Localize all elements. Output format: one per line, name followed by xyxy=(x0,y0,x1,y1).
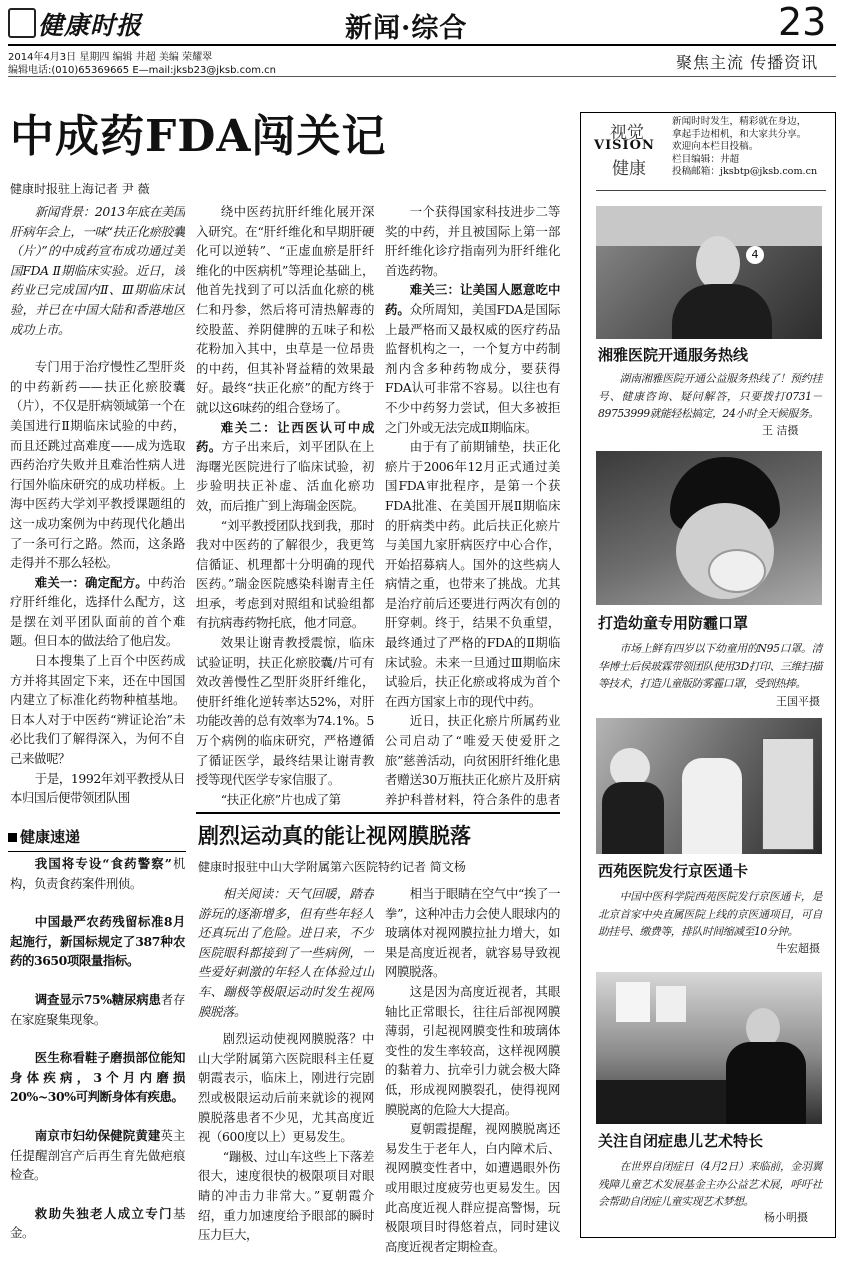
main-col-3-paragraph: 由于有了前期铺垫，扶正化瘀片于2006年12月正式通过美国FDA审批程序，是第一个获FDA批准、在美国开展Ⅱ期临床的肝病类中药。此后扶正化瘀片与美国九家肝病医疗中心合作，开始招募病人。国外的这些病人病情之重，也带来了挑战。尤其是治疗前后还要进行两次有创的肝穿刺。终于，结果不负重望，最终通过了严格的FDA的Ⅱ期临床试验。未来一旦通过Ⅲ期临床试验后，扶正化瘀或将成为首个在西方国家上市的现代中药。 xyxy=(385,439,560,709)
main-col-2-paragraph: 难关二：让西医认可中成药。方子出来后，刘平团队在上海曙光医院进行了临床试验，初步验明扶正补虚、活血化瘀功效，而后推广到上海瑞金医院。 xyxy=(196,419,374,513)
logo-mark-icon xyxy=(8,8,36,38)
story-4-title: 关注自闭症患儿艺术特长 xyxy=(598,1132,764,1150)
section-name: 新闻·综合 xyxy=(345,13,468,44)
main-col-2-lead: 难关二：让西医认可中成药。 xyxy=(196,419,374,455)
main-col-1-paragraph: 难关一：确定配方。中药治疗肝纤维化，选择什么配方，这是摆在刘平团队面前的首个难题。但日本的做法给了他启发。 xyxy=(10,574,185,649)
brief-item: 调查显示75%糖尿病患者存在家庭聚集现象。 xyxy=(10,991,185,1027)
main-col-3-paragraph: 难关三：让美国人愿意吃中药。众所周知，美国FDA是国际上最严格而又最权威的医疗药品监督机构之一，一个复方中药制剂内含多种药物成分，要获得FDA认可非常不容易。以往也有不少中药努力尝试，但大多被拒之门外或无法完成Ⅱ期临床。 xyxy=(385,282,560,435)
sidebar-intro xyxy=(672,116,832,179)
main-col-2-paragraph: “刘平教授团队找到我，那时我对中医药的了解很少，我更笃信循证、机理都十分明确的现代医药。”瑞金医院感染科谢青主任坦承，考虑到对照组和试验组都有抗病毒药物托底，他才同意。 xyxy=(196,517,374,631)
main-intro: 新闻背景：2013年底在美国肝病年会上，一味“扶正化瘀胶囊（片）”的中成药宣布成功通过美国FDA Ⅱ期临床实验。近日，该药业已完成国内Ⅱ、Ⅲ期临床试验，并已在中国大陆和香港地区成功上市。 xyxy=(10,204,185,337)
brief-item-lead: 救助失独老人成立专门 xyxy=(34,1205,173,1221)
main-col-1 xyxy=(10,202,185,808)
logo-text: 健康时报 xyxy=(38,11,143,40)
page-number: 23 xyxy=(778,0,827,44)
second-col-1-body xyxy=(198,1029,374,1245)
brief-item xyxy=(10,1262,185,1264)
sidebar-intro-line: 欢迎向本栏目投稿。 xyxy=(672,141,759,153)
story-3-title: 西苑医院发行京医通卡 xyxy=(598,862,749,880)
second-col-2-body xyxy=(385,884,560,1256)
second-col-2-paragraph: 相当于眼睛在空气中“挨了一拳”，这种冲击力会使人眼球内的玻璃体对视网膜拉扯力增大，如果是高度近视者，就容易导致视网膜脱落。 xyxy=(385,886,560,980)
second-headline: 剧烈运动真的能让视网膜脱落 xyxy=(198,823,471,848)
brief-item-lead: 调查显示75%糖尿病患 xyxy=(34,991,161,1007)
main-col-1-lead: 难关一：确定配方。 xyxy=(34,574,148,590)
masthead-bottom-rule xyxy=(8,76,836,77)
main-col-2-paragraph: 效果让谢青教授震惊，临床试验证明，扶正化瘀胶囊/片可有效改善慢性乙型肝炎肝纤维化，使肝纤维化逆转率达52%，对肝功能改善的总有效率为74.1%。5万个病例的临床研究，严格遵循了循证医学，最终结果让谢青教授等现代医学专家信服了。 xyxy=(196,635,374,788)
main-col-3 xyxy=(385,202,560,808)
sidebar-intro-rule xyxy=(596,190,826,191)
brief-item: 南京市妇幼保健院黄建英主任提醒剖宫产后再生育先做疤痕检查。 xyxy=(10,1127,185,1183)
second-intro: 相关阅读：天气回暖，踏春游玩的逐渐增多，但有些年轻人还真玩出了危险。进日来，不少医院眼科都接到了一些病例，一些爱好刺激的年轻人在体验过山车、蹦极等极限运动时发生视网膜脱落。 xyxy=(198,886,374,1019)
photo-child-mask xyxy=(596,451,822,605)
main-col-3-paragraph: 一个获得国家科技进步二等奖的中药，并且被国际上第一部肝纤维化诊疗指南列为肝纤维化首选药物。 xyxy=(385,204,560,278)
story-3-text: 中国中医科学院西苑医院发行京医通卡，是北京首家中央直属医院上线的京医通项目，可自助挂号、缴费等，排队时间缩减至10分钟。 xyxy=(598,890,822,939)
second-col-1-paragraph: 剧烈运动使视网膜脱落？中山大学附属第六医院眼科主任夏朝霞表示，临床上，刚进行完剧烈或极限运动后前来就诊的视网膜脱落患者不少见，尤其高度近视（600度以上）更易发生。 xyxy=(198,1031,374,1145)
main-col-1-paragraph: 日本搜集了上百个中医药成方并将其固定下来，还在中国国内建立了标准化药物种植基地。日本人对于中医药“辨证论治”未必比我们了解得深入，为何不自己来做呢？ xyxy=(10,653,185,767)
main-col-3-lead: 难关三：让美国人愿意吃中药。 xyxy=(385,282,560,317)
second-col-2 xyxy=(385,884,560,1274)
second-col-2-paragraph: 这是因为高度近视者，其眼轴比正常眼长，往往后部视网膜薄弱，引起视网膜变性和玻璃体变性的发生率较高，这样视网膜的黏着力、抗牵引力就会极大降低，形成视网膜裂孔，使得视网膜脱离的危险大大提高。 xyxy=(385,983,560,1117)
brief-item-lead: 南京市妇幼保健院黄建 xyxy=(34,1127,161,1143)
sidebar-intro-line: 拿起手边相机，和大家共分享。 xyxy=(672,128,807,140)
masthead-logo xyxy=(8,6,143,40)
masthead-rule xyxy=(8,44,836,46)
main-col-2-body xyxy=(196,202,374,808)
briefs-list xyxy=(10,854,185,1264)
story-2-credit: 王国平摄 xyxy=(776,695,820,708)
main-col-2 xyxy=(196,202,374,808)
brief-item: 救助失独老人成立专门基金。 xyxy=(10,1205,185,1241)
story-1-credit: 王 洁摄 xyxy=(762,424,799,437)
story-2-text: 市场上鲜有四岁以下幼童用的N95口罩。清华博士后侯玻霖带领团队使用3D打印、三维扫描等技术，打造儿童版防雾霾口罩，受到热捧。 xyxy=(598,642,822,691)
main-byline: 健康时报驻上海记者 尹 薇 xyxy=(10,182,150,196)
photo-autism-art xyxy=(596,972,822,1124)
slogan: 聚焦主流 传播资讯 xyxy=(676,53,819,72)
story-2-title: 打造幼童专用防霾口罩 xyxy=(598,614,749,632)
main-col-1-paragraph: 于是，1992年刘平教授从日本归国后便带领团队围 xyxy=(10,770,185,806)
photo-hospital-card xyxy=(596,718,822,854)
vision-logo: 视觉 VISION 健康 xyxy=(594,123,655,179)
brief-item-lead: 我国将专设“食药警察” xyxy=(34,856,172,871)
briefs-header: 健康速递 xyxy=(8,826,186,852)
brief-item: 我国将专设“食药警察”机构，负责食药案件刑侦。 xyxy=(10,856,185,891)
brief-item xyxy=(10,912,185,971)
main-col-2-paragraph: 绕中医药抗肝纤维化展开深入研究。在“肝纤维化和早期肝硬化可以逆转”、“正虚血瘀是肝纤维化的中医病机”等理论基础上，他首先找到了可以活血化瘀的桃仁和丹参，然后将可清热解毒的绞股蓝、养阴健脾的五味子和松花粉加入其中，虫草是一位昂贵的中药，但其补肾益精的效果最好。最终“扶正化瘀”的配方终于就以这6味药的组合登场了。 xyxy=(196,204,374,415)
second-col-1 xyxy=(198,884,374,1274)
story-3-credit: 牛宏超摄 xyxy=(776,942,820,955)
story-4-credit: 杨小明摄 xyxy=(764,1211,808,1224)
brief-item-lead: 中国最严农药残留标准8月起施行，新国标规定了387种农药的3650项限量指标。 xyxy=(10,914,185,969)
second-col-1-paragraph: “蹦极、过山车这些上下落差很大，速度很快的极限项目对眼睛的冲击力非常大。”夏朝霞介绍，重力加速度给予眼部的瞬时压力巨大， xyxy=(198,1148,374,1243)
date-line: 2014年4月3日 星期四 编辑 井超 美编 荣耀翠 xyxy=(8,52,213,63)
second-byline: 健康时报驻中山大学附属第六医院特约记者 简文杨 xyxy=(198,860,466,874)
sidebar-intro-line: 新闻时时发生，精彩就在身边， xyxy=(672,116,807,127)
main-col-3-paragraph: 近日，扶正化瘀片所属药业公司启动了“唯爱天使爱肝之旅”慈善活动，向贫困肝纤维化患者赠送30万瓶扶正化瘀片及肝病养护科普材料，符合条件的患者 xyxy=(385,713,560,807)
brief-item xyxy=(10,1048,185,1107)
second-col-2-paragraph: 夏朝霞提醒，视网膜脱离还易发生于老年人，白内障术后、视网膜变性者中，如遭遇眼外伤或用眼过度疲劳也更易发生。因此高度近视人群应提高警惕，玩极限项目时得悠着点，同时建议高度近视者定期检查。 xyxy=(385,1121,560,1254)
main-col-3-body xyxy=(385,202,560,808)
brief-item-lead: 医生称看鞋子磨损部位能知身体疾病，3个月内磨损20%~30%可判断身体有疾患。 xyxy=(10,1050,185,1105)
main-col-1-paragraph: 专门用于治疗慢性乙型肝炎的中药新药——扶正化瘀胶囊（片），不仅是肝病领域第一个在美国进行Ⅱ期临床试验的中药，而且还跳过高难度——成为选取西药治疗失败并且难治性病人进行国外临床研究的成功样板。上海中医药大学刘平教授课题组的这一成功案例为中药现代化趟出了一条可行之路。然而，这条路走得并不那么轻松。 xyxy=(10,359,185,571)
main-headline: 中成药FDA闯关记 xyxy=(10,111,387,162)
photo-hotline-operator: 4 xyxy=(596,206,822,339)
contact-line: 编辑电话:(010)65369665 E—mail:jksb23@jksb.com.cn xyxy=(8,65,276,76)
sidebar-intro-line: 栏目编辑：井超 xyxy=(672,153,740,165)
story-1-title: 湘雅医院开通服务热线 xyxy=(598,346,749,364)
story-4-text: 在世界自闭症日（4月2日）来临前，金羽翼残障儿童艺术发展基金主办公益艺术展，呼吁社会帮助自闭症儿童实现艺术梦想。 xyxy=(598,1160,822,1209)
section-divider xyxy=(196,812,560,814)
main-col-2-paragraph: “扶正化瘀”片也成了第 xyxy=(220,791,341,807)
sidebar-intro-line: 投稿邮箱：jksbtp@jksb.com.cn xyxy=(672,166,818,178)
main-col-1-body xyxy=(10,357,185,808)
story-1-text: 湖南湘雅医院开通公益服务热线了！预约挂号、健康咨询、疑问解答，只要拨打0731－89753999就能轻松搞定，24小时全天候服务。 xyxy=(598,372,822,421)
briefs-bullet-icon xyxy=(8,833,17,842)
